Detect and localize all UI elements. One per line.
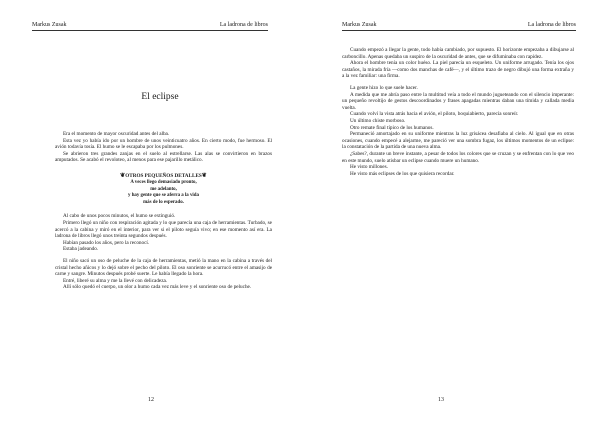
right-page <box>300 0 600 424</box>
paragraph: La gente hizo lo que suele hacer. <box>350 84 418 91</box>
paragraph: El niño sacó un oso de peluche de la caja de herramientas, metió la mano en la cabina a través del cristal hecho añicos y lo dejó sobre el pecho del piloto. El oso sonriente se acurrucó entre el amasijo de carne y sangre. Minutos después probé suerte. Le había llegado la hora. <box>55 257 272 278</box>
paragraph: Cuando volví la vista atrás hacia el avión, el piloto, boquiabierto, parecía sonreír. <box>350 111 519 118</box>
page-number: 13 <box>438 397 444 403</box>
paragraph: Un último chiste morboso. <box>350 117 406 124</box>
paragraph: Era el momento de mayor oscuridad antes del alba. <box>63 131 170 137</box>
right-page-header <box>342 22 576 31</box>
paragraph: Entré, liberé su alma y me la llevé con delicadeza. <box>63 277 168 284</box>
inset-note-line: me adelanto, <box>150 186 177 192</box>
right-page-body <box>342 47 574 177</box>
paragraph: Esta vez yo había ido por un hombre de unos veinticuatro años. En cierto modo, fue hermoso. El avión todavía tosía. El humo se le escapaba por los pulmones. <box>55 137 272 151</box>
header-author: Markus Zusak <box>32 22 67 28</box>
paragraph: A medida que me abría paso entre la multitud veía a todo el mundo jugueteando con el silencio imperante: un pequeño revoltijo de gestos descoordinados y frases apagadas mientras daban una tímida y callada media vuelta. <box>342 91 574 111</box>
paragraph: Permaneció amortajado en su uniforme mientras la luz grisácea desafiaba al cielo. Al igual que en otras ocasiones, cuando empecé a alejarme, me pareció ver una sombra fugaz, los últimos momentos de un eclipse: la constatación de la partida de una nueva alma. <box>342 131 574 151</box>
paragraph: Primero llegó un niño con respiración agitada y lo que parecía una caja de herramientas. Turbado, se acercó a la cabina y miró en el interior, para ver si el piloto seguía vivo; en ese momento así era. La ladrona de libros llegó unos treinta segundos después. <box>55 219 272 240</box>
inset-note-heading: OTROS PEQUEÑOS DETALLES <box>125 172 202 179</box>
paragraph: Al cabo de unos pocos minutos, el humo se extinguió. <box>63 213 176 220</box>
page-number: 12 <box>148 397 154 403</box>
paragraph: Otro remate final típico de los humanos. <box>350 124 434 131</box>
inset-note-line: y hay gente que se aferra a la vida <box>128 193 199 199</box>
paragraph: Se abrieron tres grandes zanjas en el suelo al estrellarse. Las alas se convirtieron en brazos amputados. Se acabó el revoloteo, al menos para ese pajarillo metálico. <box>55 150 272 164</box>
ornament-right-icon: ❦ <box>201 172 207 179</box>
paragraph: Estaba jadeando. <box>63 246 99 253</box>
paragraph: He visto más eclipses de los que quisiera recordar. <box>350 170 455 177</box>
paragraph: Allí sólo quedó el cuerpo, un olor a humo cada vez más leve y el sonriente oso de peluche. <box>63 284 252 291</box>
inset-note-title <box>55 173 272 180</box>
header-author: Markus Zusak <box>342 22 377 28</box>
paragraph: Ahora el hombre tenía un color huéso. La piel parecía un esqueleto. Un uniforme arrugado. Tenía los ojos castaños, la mirada fría —como dos manchas de café—, y el último trazo de negro dibujó una forma extraña y a la vez familiar: una firma. <box>342 60 574 80</box>
inset-note-line: A veces llego demasiado pronto, <box>130 179 197 185</box>
chapter-title: El eclipse <box>141 92 179 102</box>
ornament-left-icon: ❦ <box>120 172 126 179</box>
inset-note <box>55 173 272 206</box>
header-book-title: La ladrona de libros <box>527 22 576 28</box>
paragraph: ¿Sabes?, durante un breve instante, a pesar de todos los colores que se cruzan y se enfrentan con lo que veo en este mundo, suelo atisbar un eclipse cuando muere un humano. <box>342 150 574 164</box>
inset-note-line: más de lo esperado. <box>143 199 184 205</box>
paragraph: Habían pasado los años, pero la reconocí. <box>63 239 150 246</box>
paragraph: Cuando empezó a llegar la gente, todo había cambiado, por supuesto. El horizonte empezaba a dibujarse al carboncillo. Apenas quedaba un suspiro de la oscuridad de antes, que se difuminaba con rapidez. <box>342 47 574 60</box>
header-book-title: La ladrona de libros <box>219 22 268 28</box>
paragraph: He visto millones. <box>350 164 388 171</box>
left-page-body <box>55 131 272 291</box>
left-page-header <box>32 22 268 31</box>
